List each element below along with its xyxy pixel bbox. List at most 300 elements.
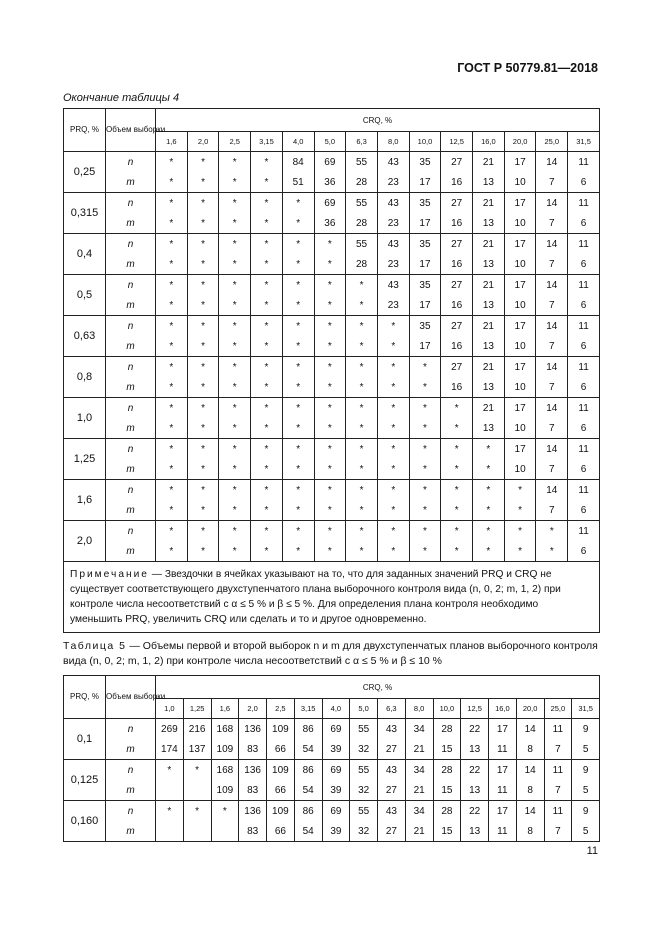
- cell-value: 11: [568, 398, 600, 419]
- table-row: [64, 254, 600, 275]
- crq-column-header: 2,5: [219, 132, 251, 152]
- cell-value: 23: [377, 213, 409, 234]
- cell-value: *: [156, 193, 188, 214]
- crq-column-header: 1,6: [156, 132, 188, 152]
- cell-value: *: [156, 275, 188, 296]
- cell-value: 34: [405, 801, 433, 822]
- cell-value: *: [187, 541, 219, 562]
- cell-value: 66: [267, 821, 295, 842]
- table-row: [64, 459, 600, 480]
- cell-value: *: [282, 398, 314, 419]
- cell-value: 21: [405, 780, 433, 801]
- crq-column-header: 2,0: [187, 132, 219, 152]
- cell-value: 5: [572, 821, 600, 842]
- table-row: [64, 172, 600, 193]
- cell-value: 10: [504, 377, 536, 398]
- cell-value: *: [219, 275, 251, 296]
- cell-value: *: [282, 316, 314, 337]
- crq-column-header: 6,3: [378, 699, 406, 719]
- cell-value: *: [346, 418, 378, 439]
- cell-value: *: [156, 500, 188, 521]
- cell-value: *: [251, 336, 283, 357]
- sample-symbol-m: m: [106, 295, 156, 316]
- cell-value: *: [156, 377, 188, 398]
- table-row: [64, 377, 600, 398]
- cell-value: *: [504, 541, 536, 562]
- cell-value: 11: [568, 316, 600, 337]
- cell-value: *: [473, 459, 505, 480]
- cell-value: *: [282, 480, 314, 501]
- cell-value: *: [346, 275, 378, 296]
- cell-value: 22: [461, 801, 489, 822]
- cell-value: 28: [346, 213, 378, 234]
- cell-value: *: [346, 398, 378, 419]
- cell-value: *: [409, 377, 441, 398]
- prq-value: 2,0: [64, 521, 106, 562]
- cell-value: *: [377, 541, 409, 562]
- cell-value: *: [251, 439, 283, 460]
- cell-value: 39: [322, 821, 350, 842]
- sample-symbol-m: m: [106, 541, 156, 562]
- crq-column-header: 10,0: [433, 699, 461, 719]
- cell-value: *: [282, 521, 314, 542]
- cell-value: *: [282, 234, 314, 255]
- cell-value: *: [251, 234, 283, 255]
- cell-value: 69: [322, 760, 350, 781]
- cell-value: 16: [441, 377, 473, 398]
- cell-value: *: [282, 336, 314, 357]
- sample-symbol-n: n: [106, 193, 156, 214]
- cell-value: 7: [536, 254, 568, 275]
- cell-value: 14: [516, 760, 544, 781]
- cell-value: *: [282, 439, 314, 460]
- crq-column-header: 3,15: [294, 699, 322, 719]
- crq-column-header: 20,0: [516, 699, 544, 719]
- cell-value: *: [441, 439, 473, 460]
- cell-value: *: [219, 459, 251, 480]
- prq-value: 0,25: [64, 152, 106, 193]
- sample-symbol-m: m: [106, 418, 156, 439]
- cell-value: *: [314, 541, 346, 562]
- cell-value: 86: [294, 719, 322, 740]
- cell-value: *: [187, 398, 219, 419]
- cell-value: *: [156, 541, 188, 562]
- cell-value: *: [282, 254, 314, 275]
- table-row: [64, 275, 600, 296]
- cell-value: *: [346, 521, 378, 542]
- cell-value: *: [183, 760, 211, 781]
- cell-value: *: [282, 275, 314, 296]
- cell-value: *: [314, 336, 346, 357]
- cell-value: 11: [489, 780, 517, 801]
- cell-value: 34: [405, 760, 433, 781]
- cell-value: 13: [461, 780, 489, 801]
- cell-value: 69: [314, 193, 346, 214]
- cell-value: 43: [377, 152, 409, 173]
- cell-value: 17: [409, 295, 441, 316]
- cell-value: 35: [409, 316, 441, 337]
- cell-value: 66: [267, 780, 295, 801]
- cell-value: *: [251, 500, 283, 521]
- cell-value: 13: [461, 739, 489, 760]
- cell-value: 10: [504, 418, 536, 439]
- cell-value: 21: [473, 275, 505, 296]
- cell-value: 10: [504, 213, 536, 234]
- cell-value: 14: [516, 719, 544, 740]
- cell-value: 14: [536, 398, 568, 419]
- cell-value: *: [346, 480, 378, 501]
- cell-value: 43: [377, 193, 409, 214]
- table-row: [64, 541, 600, 562]
- cell-value: 11: [568, 275, 600, 296]
- table-row: [64, 521, 600, 542]
- cell-value: *: [282, 541, 314, 562]
- cell-value: 84: [282, 152, 314, 173]
- cell-value: 13: [473, 336, 505, 357]
- cell-value: *: [377, 521, 409, 542]
- cell-value: 15: [433, 739, 461, 760]
- cell-value: 6: [568, 295, 600, 316]
- cell-value: *: [156, 418, 188, 439]
- cell-value: *: [156, 254, 188, 275]
- cell-value: *: [314, 398, 346, 419]
- cell-value: 7: [536, 377, 568, 398]
- prq-value: 0,125: [64, 760, 106, 801]
- cell-value: 10: [504, 459, 536, 480]
- sample-symbol-n: n: [106, 480, 156, 501]
- cell-value: *: [219, 439, 251, 460]
- cell-value: 27: [378, 739, 406, 760]
- prq-value: 0,8: [64, 357, 106, 398]
- document-standard-number: ГОСТ Р 50779.81—2018: [457, 61, 598, 75]
- cell-value: *: [156, 760, 184, 781]
- sample-symbol-n: n: [106, 398, 156, 419]
- cell-value: 28: [433, 719, 461, 740]
- cell-value: *: [314, 254, 346, 275]
- cell-value: *: [409, 459, 441, 480]
- cell-value: *: [211, 801, 239, 822]
- cell-value: *: [377, 459, 409, 480]
- cell-value: *: [219, 254, 251, 275]
- cell-value: 43: [377, 234, 409, 255]
- cell-value: *: [219, 521, 251, 542]
- table-row: [64, 295, 600, 316]
- table-row: [64, 719, 600, 740]
- cell-value: 23: [377, 254, 409, 275]
- cell-value: *: [314, 295, 346, 316]
- cell-value: *: [251, 459, 283, 480]
- cell-value: *: [314, 377, 346, 398]
- cell-value: 6: [568, 500, 600, 521]
- cell-value: 21: [473, 193, 505, 214]
- cell-value: *: [314, 521, 346, 542]
- cell-value: 28: [433, 801, 461, 822]
- cell-value: 13: [473, 295, 505, 316]
- cell-value: 11: [544, 760, 572, 781]
- cell-value: 55: [350, 719, 378, 740]
- cell-value: 5: [572, 739, 600, 760]
- cell-value: 17: [409, 213, 441, 234]
- crq-column-header: 25,0: [544, 699, 572, 719]
- cell-value: 136: [239, 760, 267, 781]
- cell-value: 55: [350, 760, 378, 781]
- cell-value: 43: [378, 719, 406, 740]
- cell-value: *: [219, 357, 251, 378]
- sample-symbol-n: n: [106, 801, 156, 822]
- volume-header: Объем выборки: [106, 676, 156, 719]
- cell-value: 17: [409, 254, 441, 275]
- prq-value: 0,63: [64, 316, 106, 357]
- cell-value: *: [156, 480, 188, 501]
- prq-value: 0,5: [64, 275, 106, 316]
- cell-value: *: [282, 459, 314, 480]
- cell-value: *: [314, 500, 346, 521]
- cell-value: 54: [294, 780, 322, 801]
- cell-value: *: [251, 193, 283, 214]
- cell-value: 21: [473, 316, 505, 337]
- cell-value: 13: [461, 821, 489, 842]
- cell-value: 8: [516, 821, 544, 842]
- cell-value: *: [409, 541, 441, 562]
- cell-value: *: [409, 439, 441, 460]
- table5-title: [63, 639, 599, 669]
- cell-value: 10: [504, 172, 536, 193]
- prq-value: 1,0: [64, 398, 106, 439]
- crq-column-header: 5,0: [314, 132, 346, 152]
- cell-value: *: [282, 213, 314, 234]
- cell-value: *: [251, 377, 283, 398]
- sample-symbol-n: n: [106, 275, 156, 296]
- cell-value: 14: [536, 193, 568, 214]
- crq-column-header: 12,5: [461, 699, 489, 719]
- cell-value: *: [251, 398, 283, 419]
- cell-value: *: [156, 357, 188, 378]
- cell-value: *: [156, 316, 188, 337]
- cell-value: *: [377, 439, 409, 460]
- crq-column-header: 1,0: [156, 699, 184, 719]
- cell-value: 7: [544, 739, 572, 760]
- cell-value: *: [219, 541, 251, 562]
- cell-value: 14: [516, 801, 544, 822]
- cell-value: *: [282, 377, 314, 398]
- cell-value: 16: [441, 172, 473, 193]
- table-row: [64, 439, 600, 460]
- cell-value: *: [219, 172, 251, 193]
- cell-value: *: [314, 275, 346, 296]
- cell-value: 43: [378, 760, 406, 781]
- cell-value: *: [314, 357, 346, 378]
- cell-value: *: [346, 316, 378, 337]
- cell-value: *: [183, 801, 211, 822]
- cell-value: *: [219, 234, 251, 255]
- cell-value: 109: [211, 780, 239, 801]
- cell-value: 15: [433, 780, 461, 801]
- crq-header: CRQ, %: [156, 676, 600, 699]
- cell-value: *: [473, 541, 505, 562]
- table5-title-text: — Объемы первой и второй выборок n и m для двухступенчатых планов выборочного контроля вида (n, 0, 2; m, 1, 2) при контроле числа несоответствий с α ≤ 5 % и β ≤ 10 %: [63, 640, 598, 667]
- crq-column-header: 16,0: [473, 132, 505, 152]
- cell-value: 109: [267, 719, 295, 740]
- cell-value: 6: [568, 377, 600, 398]
- table-row: [64, 152, 600, 173]
- cell-value: 55: [346, 234, 378, 255]
- crq-column-header: 12,5: [441, 132, 473, 152]
- cell-value: *: [314, 316, 346, 337]
- cell-value: 6: [568, 254, 600, 275]
- volume-header: Объем выборки: [106, 109, 156, 152]
- cell-value: 21: [473, 234, 505, 255]
- cell-value: *: [251, 275, 283, 296]
- crq-column-header: 2,0: [239, 699, 267, 719]
- sample-symbol-n: n: [106, 439, 156, 460]
- cell-value: *: [156, 295, 188, 316]
- prq-value: 1,6: [64, 480, 106, 521]
- crq-column-header: 4,0: [282, 132, 314, 152]
- cell-value: 17: [504, 152, 536, 173]
- cell-value: 35: [409, 152, 441, 173]
- cell-value: *: [251, 480, 283, 501]
- cell-value: 83: [239, 780, 267, 801]
- table-row: [64, 480, 600, 501]
- cell-value: *: [219, 480, 251, 501]
- sample-symbol-n: n: [106, 719, 156, 740]
- cell-value: 7: [536, 213, 568, 234]
- cell-value: 14: [536, 480, 568, 501]
- cell-value: *: [346, 541, 378, 562]
- cell-value: *: [441, 398, 473, 419]
- cell-value: 17: [504, 275, 536, 296]
- prq-value: 0,4: [64, 234, 106, 275]
- cell-value: *: [251, 316, 283, 337]
- sample-symbol-m: m: [106, 213, 156, 234]
- cell-value: *: [187, 295, 219, 316]
- crq-column-header: 6,3: [346, 132, 378, 152]
- cell-value: 14: [536, 275, 568, 296]
- cell-value: 17: [489, 801, 517, 822]
- table-row: [64, 213, 600, 234]
- crq-header: CRQ, %: [156, 109, 600, 132]
- cell-value: 13: [473, 213, 505, 234]
- cell-value: *: [377, 377, 409, 398]
- cell-value: 27: [441, 234, 473, 255]
- cell-value: *: [156, 801, 184, 822]
- cell-value: 27: [378, 780, 406, 801]
- cell-value: 22: [461, 760, 489, 781]
- cell-value: 109: [267, 760, 295, 781]
- table-4: [63, 108, 600, 633]
- cell-value: 17: [489, 719, 517, 740]
- cell-value: 7: [536, 500, 568, 521]
- cell-value: *: [441, 541, 473, 562]
- crq-column-header: 31,5: [568, 132, 600, 152]
- cell-value: 43: [378, 801, 406, 822]
- note-label: Примечание: [70, 569, 149, 580]
- cell-value: 174: [156, 739, 184, 760]
- cell-value: *: [187, 377, 219, 398]
- cell-value: *: [251, 521, 283, 542]
- cell-value: *: [156, 439, 188, 460]
- cell-value: *: [473, 480, 505, 501]
- prq-value: 1,25: [64, 439, 106, 480]
- sample-symbol-m: m: [106, 459, 156, 480]
- table-row: [64, 760, 600, 781]
- cell-value: 27: [441, 152, 473, 173]
- cell-value: 17: [409, 336, 441, 357]
- cell-value: *: [219, 418, 251, 439]
- cell-value: 109: [211, 739, 239, 760]
- cell-value: *: [251, 172, 283, 193]
- cell-value: 10: [504, 336, 536, 357]
- cell-value: *: [409, 357, 441, 378]
- sample-symbol-n: n: [106, 760, 156, 781]
- cell-value: *: [156, 336, 188, 357]
- cell-value: 16: [441, 295, 473, 316]
- crq-column-header: 1,6: [211, 699, 239, 719]
- cell-value: 9: [572, 719, 600, 740]
- sample-symbol-n: n: [106, 521, 156, 542]
- cell-value: *: [409, 398, 441, 419]
- cell-value: *: [219, 500, 251, 521]
- cell-value: 8: [516, 739, 544, 760]
- cell-value: *: [187, 521, 219, 542]
- cell-value: *: [314, 439, 346, 460]
- cell-value: 7: [536, 459, 568, 480]
- cell-value: 7: [536, 172, 568, 193]
- cell-value: 14: [536, 316, 568, 337]
- cell-value: 16: [441, 213, 473, 234]
- cell-value: 69: [322, 719, 350, 740]
- cell-value: 21: [405, 821, 433, 842]
- cell-value: *: [504, 500, 536, 521]
- sample-symbol-n: n: [106, 316, 156, 337]
- cell-value: *: [473, 439, 505, 460]
- cell-value: 168: [211, 719, 239, 740]
- cell-value: *: [219, 152, 251, 173]
- prq-value: 0,1: [64, 719, 106, 760]
- table-row: [64, 801, 600, 822]
- cell-value: *: [441, 480, 473, 501]
- cell-value: 55: [346, 152, 378, 173]
- cell-value: *: [346, 439, 378, 460]
- cell-value: 21: [473, 152, 505, 173]
- cell-value: 83: [239, 739, 267, 760]
- cell-value: 21: [405, 739, 433, 760]
- cell-value: 21: [473, 398, 505, 419]
- cell-value: 66: [267, 739, 295, 760]
- cell-value: 14: [536, 152, 568, 173]
- table-row: [64, 234, 600, 255]
- sample-symbol-n: n: [106, 357, 156, 378]
- cell-value: 16: [441, 254, 473, 275]
- cell-value: *: [314, 234, 346, 255]
- cell-value: 7: [544, 821, 572, 842]
- cell-value: *: [219, 316, 251, 337]
- table-row: [64, 780, 600, 801]
- cell-value: *: [187, 480, 219, 501]
- table-row: [64, 398, 600, 419]
- cell-value: 27: [378, 821, 406, 842]
- cell-value: 7: [544, 780, 572, 801]
- prq-header: PRQ, %: [64, 676, 106, 719]
- cell-value: 11: [568, 357, 600, 378]
- cell-value: *: [187, 172, 219, 193]
- cell-value: 35: [409, 275, 441, 296]
- cell-value: *: [441, 521, 473, 542]
- cell-value: [183, 780, 211, 801]
- cell-value: 39: [322, 780, 350, 801]
- cell-value: 35: [409, 193, 441, 214]
- cell-value: 17: [504, 439, 536, 460]
